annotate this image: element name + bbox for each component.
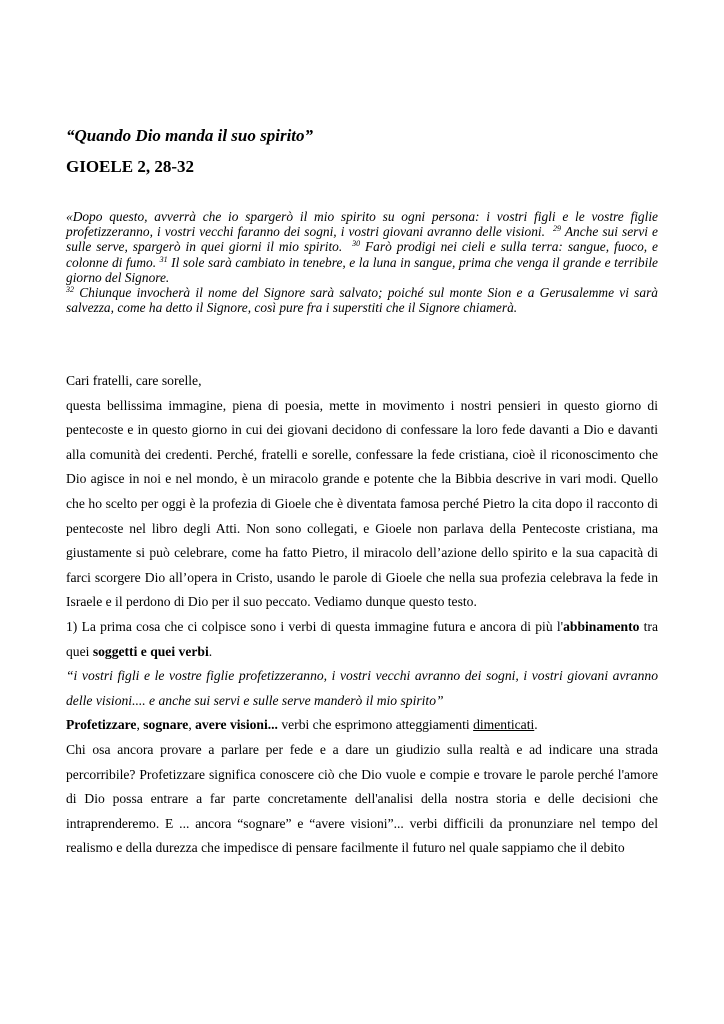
sermon-title: “Quando Dio manda il suo spirito” xyxy=(66,126,314,145)
paragraph-intro: questa bellissima immagine, piena di poesia, mette in movimento i nostri pensieri in questo giorno di pentecoste e in questo giorno in cui dei giovani decidono di confessare la loro fede davanti a Dio e davanti alla comunità dei credenti. Perché, fratelli e sorelle, confessare la fede cristiana, cioè il riconoscimento che Dio agisce in noi e nel mondo, è un miracolo grande e potente che la Bibbia descrive in vari modi. Quello che ho scelto per oggi è la profezia di Gioele che è diventata famosa perché Pietro la cita dopo il racconto di pentecoste nel libro degli Atti. Non sono collegati, e Gioele non parlava della Pentecoste cristiana, ma giustamente si può celebrare, come ha fatto Pietro, il miracolo dell’azione dello spirito e la sua capacità di farci scorgere Dio all’opera in Cristo, usando le parole di Gioele che nella sua profezia celebrava la fede in Israele e il perdono di Dio per il suo peccato. Vediamo dunque questo testo. xyxy=(66,397,658,610)
verbs-period: . xyxy=(534,717,538,733)
greeting: Cari fratelli, care sorelle, xyxy=(66,373,202,388)
point-1-bold-abbinamento: abbinamento xyxy=(563,618,640,634)
verse-number-32: 32 xyxy=(66,285,74,295)
verse-28-text: «Dopo questo, avverrà che io spargerò il mio spirito su ogni persona: i vostri figli e le vostre figlie profetizzeranno, i vostri vecchi faranno dei sogni, i vostri giovani avranno delle visioni. xyxy=(66,209,658,240)
verbs-sep-1: , xyxy=(136,717,144,733)
verb-profetizzare: Profetizzare xyxy=(66,717,137,733)
scripture-verse-32 xyxy=(66,285,658,315)
point-1-text: 1) La prima cosa che ci colpisce sono i verbi di questa immagine futura e ancora di più l' xyxy=(66,618,564,634)
point-1-text-2: tra quei xyxy=(66,618,658,659)
document-page xyxy=(66,0,658,1024)
point-1 xyxy=(66,615,658,664)
paragraph-profetizzare: Chi osa ancora provare a parlare per fede e a dare un giudizio sulla realtà e ad indicare una strada percorribile? Profetizzare significa conoscere ciò che Dio vuole e compie e trovare le parole perché l'amore di Dio possa entrare a far parte concretamente dell'analisi della nostra storia e delle decisioni che intraprenderemo. E ... ancora “sognare” e “avere visioni”... verbi difficili da pronunziare nel tempo del realismo e della durezza che impedisce di pensare facilmente il futuro nel quale sappiamo che il debito xyxy=(66,741,658,856)
verse-30-text: Farò prodigi nei cieli e sulla terra: sangue, fuoco, e colonne di fumo. xyxy=(66,239,658,270)
verse-32-text: Chiunque invocherà il nome del Signore sarà salvato; poiché sul monte Sion e a Gerusalemme vi sarà salvezza, come ha detto il Signore, così pure fra i superstiti che il Signore chiamerà. xyxy=(66,285,658,316)
verse-31-text: Il sole sarà cambiato in tenebre, e la luna in sangue, prima che venga il grande e terribile giorno del Signore. xyxy=(66,254,658,285)
underlined-dimenticati: dimenticati xyxy=(473,717,535,733)
quoted-verse: “i vostri figli e le vostre figlie profetizzeranno, i vostri vecchi avranno dei sogni, i vostri giovani avranno delle visioni.... e anche sui servi e sulle serve manderò il mio spirito” xyxy=(66,668,658,708)
verb-sognare: sognare xyxy=(143,717,189,733)
scripture-reference: GIOELE 2, 28-32 xyxy=(66,157,194,176)
verb-avere-visioni: avere visioni... xyxy=(195,717,278,733)
point-1-bold-subjects-verbs: soggetti e quei verbi xyxy=(92,643,209,659)
verbs-text: verbi che esprimono atteggiamenti xyxy=(277,717,474,733)
verse-29-text: Anche sui servi e sulle serve, spargerò in quei giorni il mio spirito. xyxy=(66,224,659,255)
scripture-quote xyxy=(66,209,658,315)
sermon-body xyxy=(66,369,658,861)
verbs-sep-2: , xyxy=(188,717,196,733)
verse-number-31: 31 xyxy=(159,254,168,264)
verse-number-29: 29 xyxy=(553,224,562,234)
verse-number-30: 30 xyxy=(352,239,361,249)
scripture-verses-28-31 xyxy=(66,209,658,285)
point-1-period: . xyxy=(208,643,213,659)
verbs-line xyxy=(66,713,658,738)
